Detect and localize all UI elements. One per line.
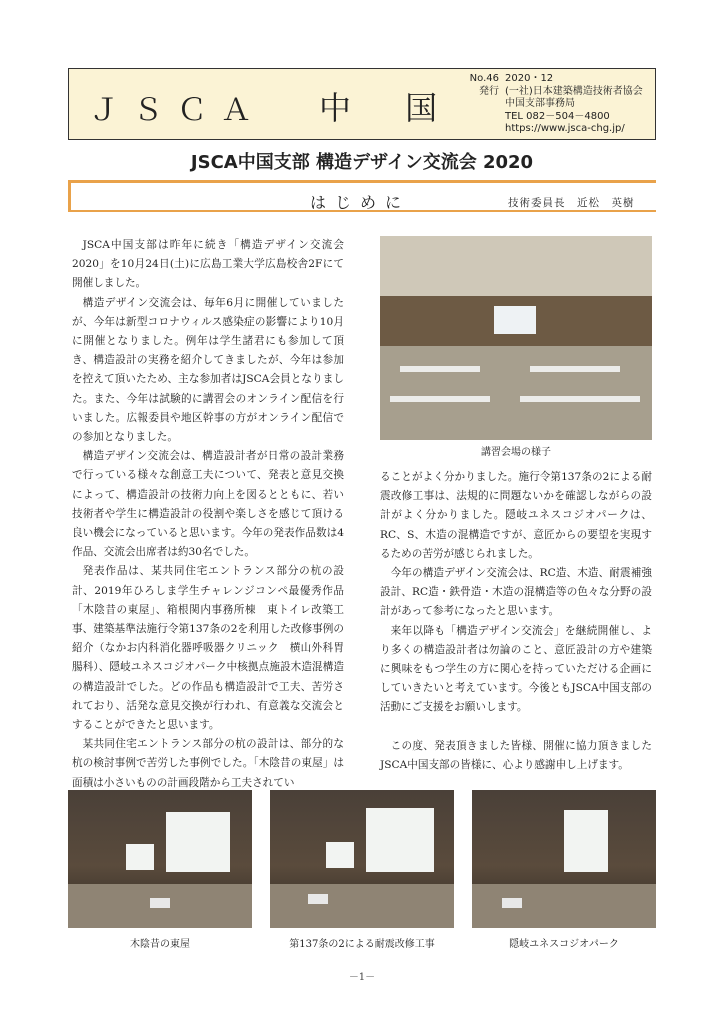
paragraph: 構造デザイン交流会は、毎年6月に開催していましたが、今年は新型コロナウィルス感染症の影響により10月に開催となりました。例年は学生諸君にも参加して頂き、構造設計の実務を紹介してきましたが、今年は参加を控えて頂いたため、主な参加者はJSCA会員となりました。また、今年は試験的に講習会のオンライン配信を行いました。広報委員や地区幹事の方がオンライン配信での参加となりました。 — [72, 296, 344, 444]
website-url[interactable]: https://www.jsca-chg.jp/ — [505, 123, 625, 135]
paragraph: この度、発表頂きました皆様、開催に協力頂きましたJSCA中国支部の皆様に、心より感謝申し上げます。 — [380, 739, 652, 771]
divider — [68, 180, 656, 183]
presentation-photo-2 — [270, 790, 454, 928]
presentation-photo-1 — [68, 790, 252, 928]
paragraph: 来年以降も「構造デザイン交流会」を継続開催し、より多くの構造設計者は勿論のこと、意匠設計の方や建築に興味をもつ学生の方に関心を持っていただける企画にしていきたいと考えています。今後ともJSCA中国支部の活動にご支援をお願いします。 — [380, 624, 652, 714]
brand-name: ＪＳＣＡ — [89, 93, 265, 128]
paragraph: 今年の構造デザイン交流会は、RC造、木造、耐震補強設計、RC造・鉄骨造・木造の混構造等の色々な分野の設計があって参考になったと思います。 — [380, 567, 652, 618]
meta-row: No.46 2020・12 — [469, 73, 554, 84]
meta-row — [451, 123, 643, 136]
publication-meta — [451, 73, 643, 136]
paragraph: 某共同住宅エントランス部分の杭の設計は、部分的な杭の検討事例で苦労した事例でした。「木陰昔の東屋」は面積は小さいものの計画段階から工夫されてい — [72, 738, 344, 789]
meta-row: 発行 (一社)日本建築構造技術者協会 — [479, 85, 643, 97]
presentation-photo-3 — [472, 790, 656, 928]
page-title: JSCA中国支部 構造デザイン交流会 2020 — [190, 152, 534, 173]
venue-photo — [380, 236, 652, 440]
paragraph: JSCA中国支部は昨年に続き「構造デザイン交流会2020」を10月24日(土)に広島工業大学広島校舎2Fにて開催しました。 — [72, 239, 344, 290]
masthead — [68, 68, 656, 140]
body-left-column — [72, 236, 344, 793]
photo-2-caption: 第137条の2による耐震改修工事 — [289, 939, 435, 950]
paragraph: 発表作品は、某共同住宅エントランス部分の杭の設計、2019年ひろしま学生チャレンジコンペ最優秀作品「木陰昔の東屋」、箱根関内事務所棟 東トイレ改築工事、建築基準法施行令第137条の2を利用した改修事例の紹介（なかお内科消化器呼吸器クリニック 横山外科胃腸科）、隠岐ユネスコジオパーク中核拠点施設木造混構造の構造設計でした。どの作品も構造設計で工夫、苦労されており、活発な意見交換が行われ、有意義な交流会とすることができたと思います。 — [72, 565, 344, 732]
paragraph: ることがよく分かりました。施行令第137条の2による耐震改修工事は、法規的に問題ないかを確認しながらの設計がよく分かりました。隠岐ユネスコジオパークは、RC、S、木造の混構造ですが、意匠からの要望を実現するための苦労が感じられました。 — [380, 471, 652, 560]
section-heading: はじめに — [310, 193, 411, 212]
meta-row: 中国支部事務局 — [505, 98, 575, 110]
divider — [68, 180, 71, 212]
body-right-column — [380, 468, 652, 775]
region-name: 中 国 — [319, 89, 460, 127]
photo-1-caption: 木陰昔の東屋 — [130, 939, 190, 950]
photo-3-caption: 隠岐ユネスコジオパーク — [509, 939, 619, 950]
meta-row: TEL 082－504－4800 — [505, 110, 610, 122]
page-number: －1－ — [348, 972, 376, 983]
paragraph: 構造デザイン交流会は、構造設計者が日常の設計業務で行っている様々な創意工夫について、発表と意見交換によって、構造設計の技術力向上を図るとともに、若い技術者や学生に構造設計の役割や楽しさを感じて頂ける良い機会になっていると思います。今年の発表作品数は4作品、交流会出席者は約30名でした。 — [72, 450, 344, 559]
section-author: 技術委員長 近松 英樹 — [508, 197, 635, 209]
venue-photo-caption: 講習会場の様子 — [481, 447, 551, 458]
